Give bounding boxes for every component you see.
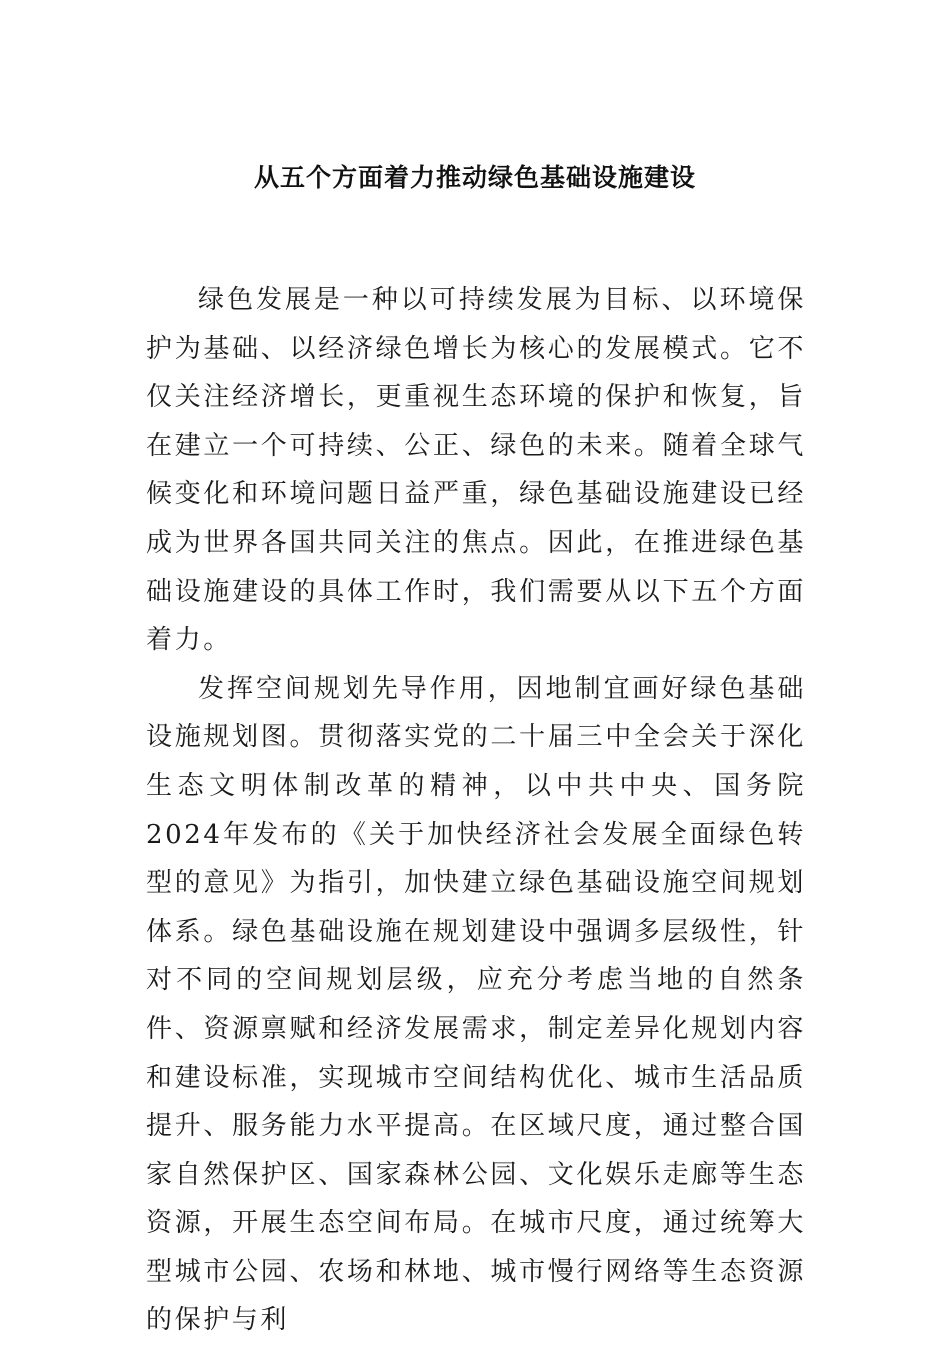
document-title: 从五个方面着力推动绿色基础设施建设	[253, 163, 696, 192]
paragraph-spatial-planning: 发挥空间规划先导作用，因地制宜画好绿色基础设施规划图。贯彻落实党的二十届三中全会关于深化生态文明体制改革的精神，以中共中央、国务院2024年发布的《关于加快经济社会发展全面绿色转型的意见》为指引，加快建立绿色基础设施空间规划体系。绿色基础设施在规划建设中强调多层级性，针对不同的空间规划层级，应充分考虑当地的自然条件、资源禀赋和经济发展需求，制定差异化规划内容和建设标准，实现城市空间结构优化、城市生活品质提升、服务能力水平提高。在区域尺度，通过整合国家自然保护区、国家森林公园、文化娱乐走廊等生态资源，开展生态空间布局。在城市尺度，通过统筹大型城市公园、农场和林地、城市慢行网络等生态资源的保护与利	[146, 673, 806, 1336]
document-body	[146, 276, 806, 1345]
paragraph-intro: 绿色发展是一种以可持续发展为目标、以环境保护为基础、以经济绿色增长为核心的发展模式。它不仅关注经济增长，更重视生态环境的保护和恢复，旨在建立一个可持续、公正、绿色的未来。随着全球气候变化和环境问题日益严重，绿色基础设施建设已经成为世界各国共同关注的焦点。因此，在推进绿色基础设施建设的具体工作时，我们需要从以下五个方面着力。	[146, 285, 806, 656]
